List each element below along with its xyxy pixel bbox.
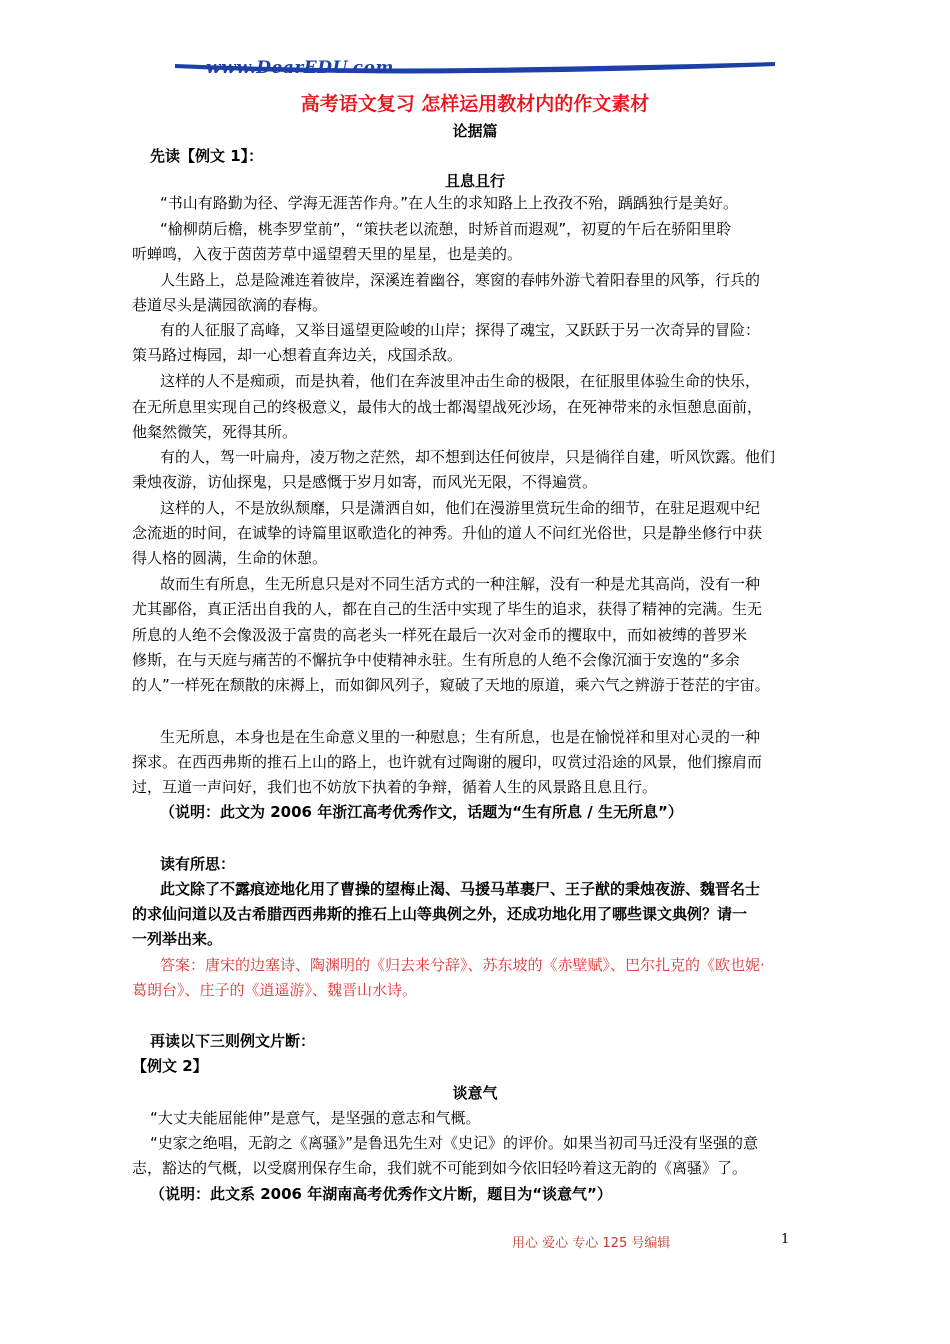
essay1-line: 他粲然微笑，死得其所。 — [132, 423, 298, 441]
page-number: 1 — [781, 1232, 790, 1247]
essay1-note: （说明：此文为 2006 年浙江高考优秀作文，话题为“生有所息 / 生无所息”） — [160, 803, 683, 821]
essay1-line: 故而生有所息，生无所息只是对不同生活方式的一种注解，没有一种是尤其高尚，没有一种 — [160, 575, 761, 593]
intro-label: 先读【例文 1】： — [150, 147, 264, 165]
essay2-line: 志，豁达的气概，以受腐刑保存生命，我们就不可能到如今依旧轻吟着这无韵的《离骚》了。 — [132, 1159, 748, 1177]
essay1-line: 过，互道一声问好，我们也不妨放下执着的争辩，循着人生的风景路且息且行。 — [132, 778, 658, 796]
essay2-title: 谈意气 — [452, 1084, 498, 1102]
essay1-line: 得人格的圆满，生命的休憩。 — [132, 549, 328, 567]
essay1-line: 听蝉鸣，入夜于茵茵芳草中遥望碧天里的星星，也是美的。 — [132, 245, 523, 263]
essay1-line: 修斯，在与天庭与痛苦的不懈抗争中使精神永驻。生有所息的人绝不会像沉湎于安逸的“多余 — [132, 651, 740, 669]
section-label: 论据篇 — [452, 122, 498, 140]
footer-text: 用心 爱心 专心 125 号编辑 — [512, 1236, 671, 1251]
page-title: 高考语文复习 怎样运用教材内的作文素材 — [300, 93, 650, 115]
example2-label: 【例文 2】 — [132, 1057, 208, 1075]
essay1-line: 生无所息，本身也是在生命意义里的一种慰息；生有所息，也是在愉悦祥和里对心灵的一种 — [160, 728, 761, 746]
essay2-line: “史家之绝唱，无韵之《离骚》”是鲁迅先生对《史记》的评价。如果当初司马迁没有坚强的意 — [150, 1134, 759, 1152]
essay1-line: 人生路上，总是险滩连着彼岸，深溪连着幽谷，寒窗的春帏外游弋着阳春里的风筝，行兵的 — [160, 271, 761, 289]
essay1-line: 秉烛夜游，访仙探鬼，只是感慨于岁月如寄，而风光无限，不得遍赏。 — [132, 473, 598, 491]
reflection-heading: 读有所思： — [160, 855, 236, 873]
essay1-line: 的人”一样死在颓散的床褥上，而如御风列子，窥破了天地的原道，乘六气之辨游于苍茫的宇宙。 — [132, 676, 770, 694]
essay1-line: “书山有路勤为径、学海无涯苦作舟。”在人生的求知路上上孜孜不殆，踽踽独行是美好。 — [160, 194, 739, 212]
essay1-line: 在无所息里实现自己的终极意义，最伟大的战士都渴望战死沙场，在死神带来的永恒憩息面前， — [132, 398, 763, 416]
essay1-line: 巷道尽头是满园欲滴的春梅。 — [132, 296, 328, 314]
answer-text: 答案：唐宋的边塞诗、陶渊明的《归去来兮辞》、苏东坡的《赤壁赋》、巴尔扎克的《欧也妮· — [160, 956, 765, 974]
answer-text: 葛朗台》、庄子的《逍遥游》、魏晋山水诗。 — [132, 981, 418, 999]
essay1-line: 念流逝的时间，在诚挚的诗篇里讴歌造化的神秀。升仙的道人不问红光俗世，只是静坐修行中获 — [132, 524, 763, 542]
essay2-note: （说明：此文系 2006 年湖南高考优秀作文片断，题目为“谈意气”） — [150, 1185, 612, 1203]
essay1-line: 有的人征服了高峰，又举目遥望更险峻的山岸；探得了魂宝，又跃跃于另一次奇异的冒险： — [160, 321, 761, 339]
site-logo: www.DearEDU.com — [206, 58, 394, 78]
essay1-line: 这样的人不是痴顽，而是执着，他们在奔波里冲击生命的极限，在征服里体验生命的快乐， — [160, 372, 761, 390]
essay1-line: 有的人，驾一叶扁舟，凌万物之茫然，却不想到达任何彼岸，只是徜徉自建，听风饮露。他们 — [160, 448, 776, 466]
part2-intro: 再读以下三则例文片断： — [150, 1032, 316, 1050]
reflection-question: 一列举出来。 — [132, 930, 223, 948]
essay2-line: “大丈夫能屈能伸”是意气，是坚强的意志和气概。 — [150, 1109, 481, 1127]
essay1-line: 所息的人绝不会像汲汲于富贵的高老头一样死在最后一次对金币的攫取中，而如被缚的普罗米 — [132, 626, 748, 644]
essay1-line: “榆柳荫后檐，桃李罗堂前”，“策扶老以流憩，时矫首而遐观”，初夏的午后在骄阳里聆 — [160, 220, 732, 238]
essay1-line: 这样的人，不是放纵颓靡，只是潇洒自如，他们在漫游里赏玩生命的细节，在驻足遐观中纪 — [160, 499, 761, 517]
essay1-line: 探求。在西西弗斯的推石上山的路上，也许就有过陶谢的履印，叹赏过沿途的风景，他们擦肩而 — [132, 753, 763, 771]
essay1-line: 尤其鄙俗，真正活出自我的人，都在自己的生活中实现了毕生的追求，获得了精神的完满。生无 — [132, 600, 763, 618]
reflection-question: 此文除了不露痕迹地化用了曹操的望梅止渴、马援马革裹尸、王子猷的秉烛夜游、魏晋名士 — [160, 880, 761, 898]
essay1-title: 且息且行 — [444, 172, 505, 190]
essay1-line: 策马路过梅园，却一心想着直奔边关，戍国杀敌。 — [132, 346, 463, 364]
reflection-question: 的求仙问道以及古希腊西西弗斯的推石上山等典例之外，还成功地化用了哪些课文典例？请一 — [132, 905, 748, 923]
